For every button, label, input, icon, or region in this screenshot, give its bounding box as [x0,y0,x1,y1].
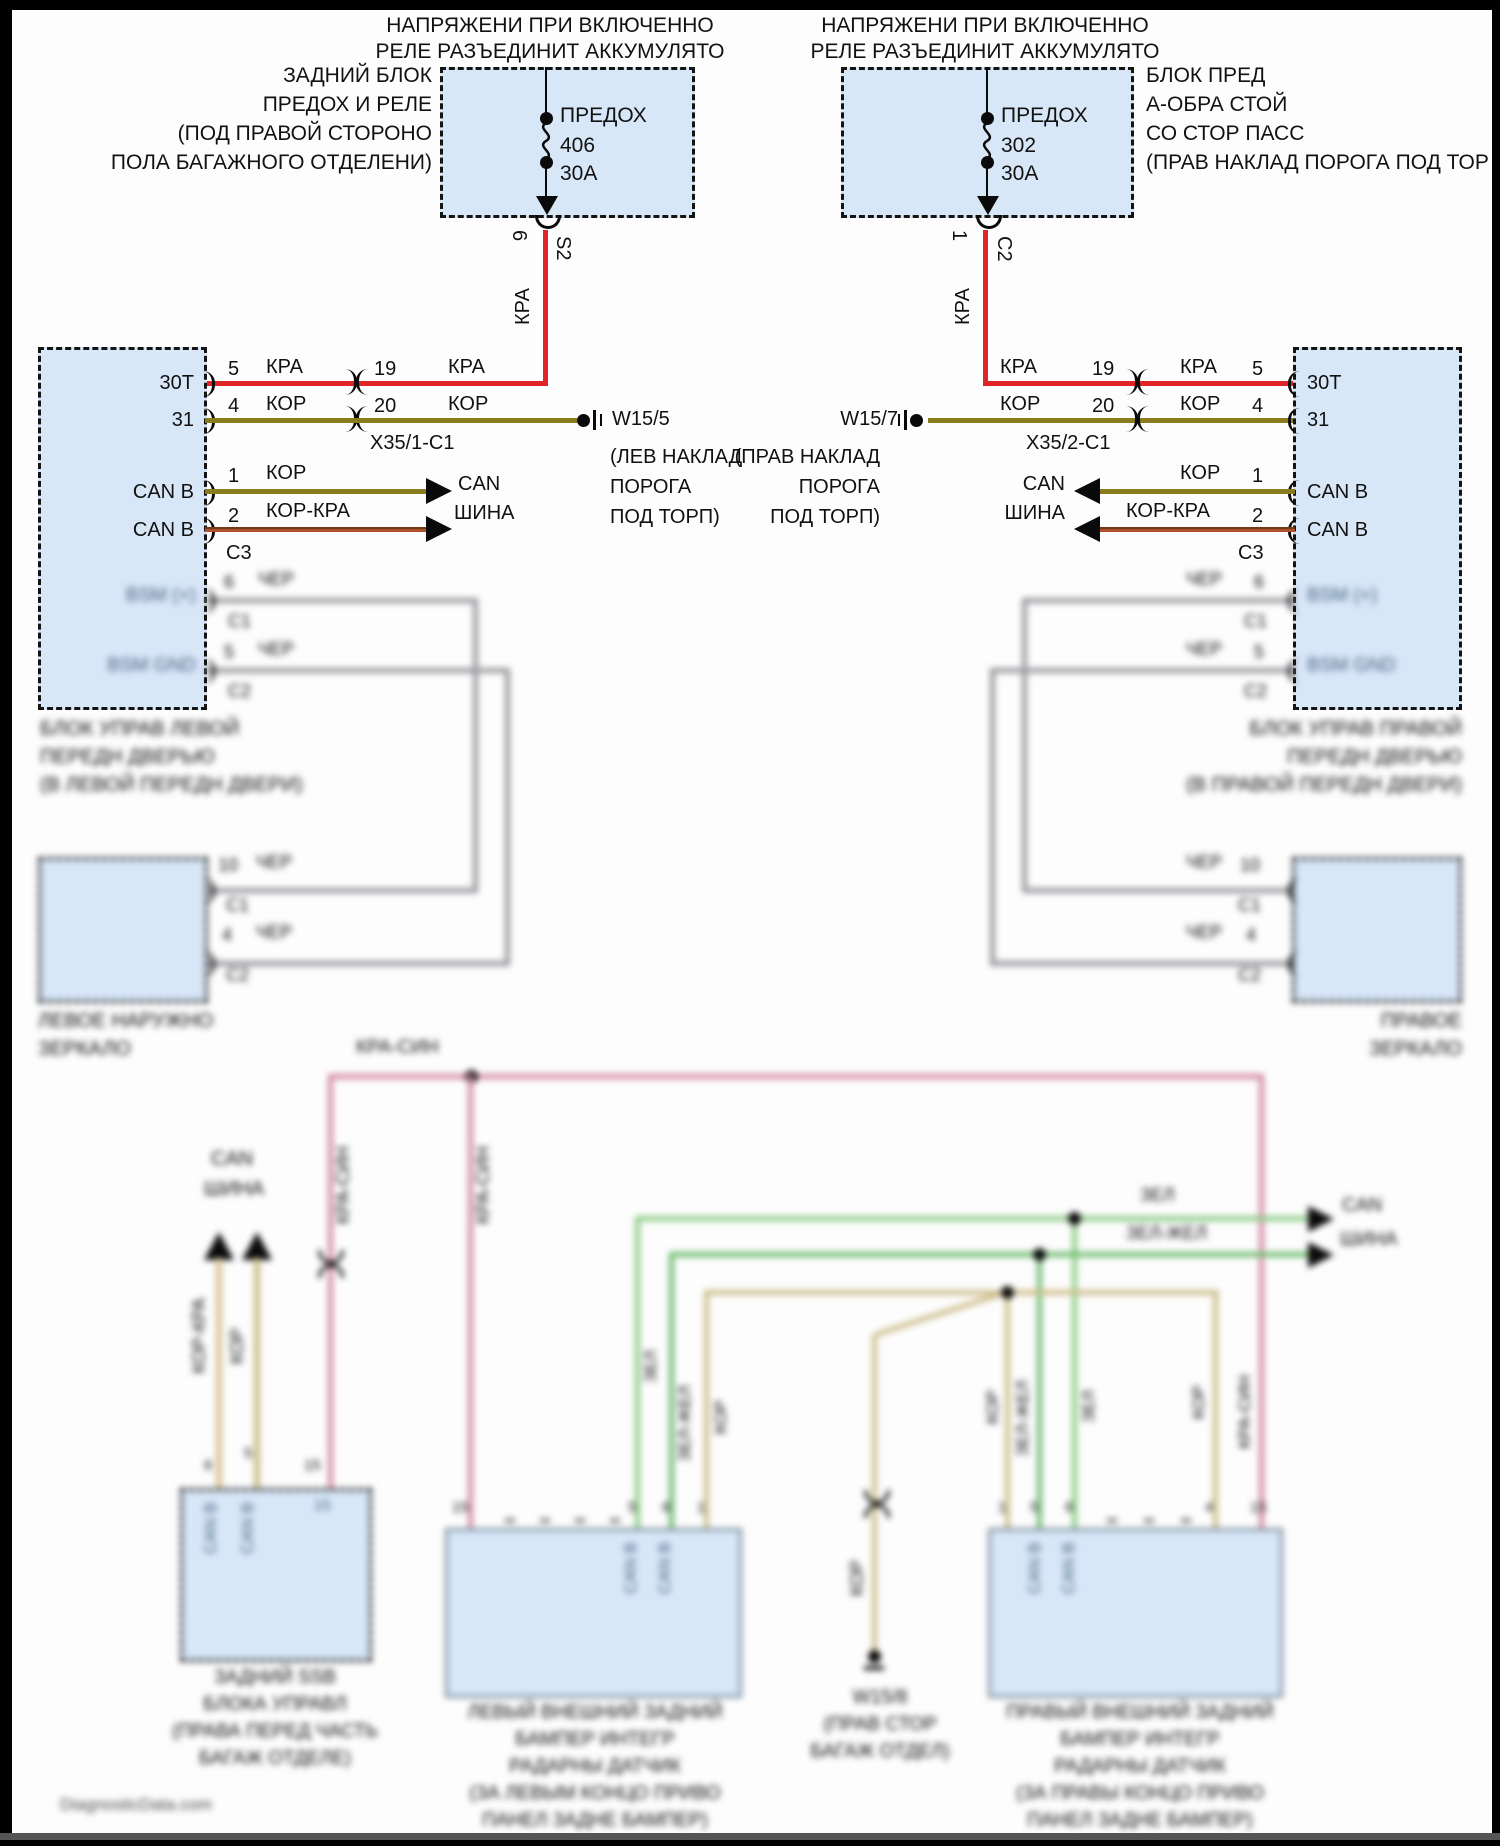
pin-stub [1107,1518,1117,1523]
wire-label-kra: КРА [448,356,485,378]
module-right-pin-bsm-gnd: BSM GND [1307,655,1396,676]
wire-label-cher: ЧЕР [1186,639,1223,659]
pin-bracket-icon [203,878,215,904]
wire-label-cher: ЧЕР [258,569,295,589]
frame-bottom-grey [0,1833,1500,1840]
pin-number: 6 [662,1499,671,1516]
header-left-line1: НАПРЯЖЕНИ ПРИ ВКЛЮЧЕННО [386,14,714,37]
connector-label-c1: C1 [1238,895,1262,915]
pin-number: 4 [228,395,240,417]
pin-number: 20 [374,395,397,417]
pin-bracket-icon [1288,588,1300,614]
pin-number: 20 [1092,395,1115,417]
wire-cher-left-2 [505,668,510,966]
header-right-line2: РЕЛЕ РАЗЪЕДИНИТ АККУМУЛЯТО [810,40,1160,63]
pin-number: 6 [224,572,235,592]
wire-cher-right-2 [990,668,995,966]
wire-cher-right-1 [1022,888,1295,893]
inline-connector-icon [864,1490,890,1504]
wire-cher-right-2 [990,668,1295,673]
bus-label-kra-sin: КРА-СИН [356,1037,439,1058]
pin-number: 15 [304,1457,321,1474]
can-bus-arrow-icon [1308,1206,1334,1232]
inline-connector-icon [318,1264,344,1278]
wire-label-zel: ЗЕЛ [1140,1185,1175,1205]
pin-bracket-icon [203,951,215,977]
radar-right-caption: БАМПЕР ИНТЕГР [1060,1729,1220,1750]
radar-left-caption: (ЗА ЛЕВЫМ КОНЦО ПРИВО [469,1783,721,1804]
wire-label-kra: КРА [1180,356,1217,378]
wire-label-zel: ЗЕЛ [641,1350,660,1383]
inline-connector-icon [318,1250,344,1264]
module-right-pin-bsm-plus: BSM (+) [1307,585,1378,606]
radar-right-caption: РАДАРНЫ ДАТЧИК [1054,1756,1226,1777]
connector-label-c2: C2 [226,965,250,985]
wire-label-kra-sin: КРА-СИН [473,1146,493,1225]
module-left-pin-canb2: CAN B [132,519,194,541]
can-bus-arrow-icon [1308,1242,1334,1268]
module-right-pin-canb1: CAN B [1307,481,1369,503]
wire-kor-vertical-left [704,1290,709,1530]
ssb-pin-canb: CAN B [238,1502,257,1554]
pin-number: 4 [1246,925,1257,945]
ground-left-location: ПОД ТОРП) [610,506,720,528]
wire-label-kor: КОР [711,1400,730,1435]
ground-dot [868,1650,881,1663]
wire-kor-bottom [254,1258,260,1490]
pin-number: 1 [998,1499,1007,1516]
pin-bracket-icon [203,588,215,614]
wire-label-cher: ЧЕР [1186,852,1223,872]
pin-number: 15 [1250,1499,1267,1516]
connector-label-c2: C2 [1238,965,1262,985]
pin-number: 19 [374,358,397,380]
ssb-caption: (ПРАВА ПЕРЕД ЧАСТЬ [172,1721,378,1742]
pin-number: 5 [244,1445,253,1462]
header-right-line1: НАПРЯЖЕНИ ПРИ ВКЛЮЧЕННО [821,14,1149,37]
can-bus-label: ШИНА [454,502,515,524]
pin-number: 5 [1254,642,1265,662]
wire-zel-vertical-drop [1072,1216,1077,1530]
pin-number: 10 [218,855,239,875]
pin-number: 5 [228,358,240,380]
fuse-box-left-label: ПОЛА БАГАЖНОГО ОТДЕЛЕНИ) [110,151,432,174]
pin-number: 5 [1252,358,1264,380]
radar-right-caption: (ЗА ПРАВЫ КОНЦО ПРИВО [1015,1783,1265,1804]
module-right-pin-31: 31 [1307,409,1330,431]
radar-left-box [445,1528,742,1698]
frame-top [0,0,1500,10]
bus-kra-sin-vertical-b [468,1074,473,1530]
module-left-caption: (В ЛЕВОЙ ПЕРЕДН ДВЕРИ) [40,774,303,796]
ground-right-name: W15/7 [840,408,898,430]
module-left-pin-30t: 30Т [159,372,194,394]
wire-cher-right-1 [1022,598,1295,603]
ground-bottom-name: W15/8 [852,1687,908,1708]
pin-number: 1 [1252,465,1264,487]
wire-cher-left-1 [473,598,478,893]
can-bus-arrow-icon [242,1232,272,1260]
wire-label-kra: КРА [266,356,303,378]
module-left-caption: ПЕРЕДН ДВЕРЬЮ [40,746,215,768]
pin-number: 1 [228,465,240,487]
wire-label-kor: КОР [448,393,489,415]
module-right-caption: ПЕРЕДН ДВЕРЬЮ [1287,746,1462,768]
pin-number: 5 [224,642,235,662]
ground-right-location: ПОРОГА [798,476,880,498]
wire-label-kor: КОР [227,1328,247,1365]
ground-bottom-location: БАГАЖ ОТДЕЛ) [810,1741,950,1762]
bus-kra-sin-vertical-a [328,1074,333,1492]
radar-pin-canb: CAN B [621,1542,640,1594]
wire-label-kor-kra: КОР-КРА [189,1298,209,1374]
connector-name-x35-1: X35/1-C1 [370,432,455,454]
pin-number: 6 [204,1457,213,1474]
pin-number: 6 [1065,1499,1074,1516]
pin-number: 1 [697,1499,706,1516]
watermark: DiagnosticData.com [60,1795,213,1814]
can-bus-arrow-icon [204,1232,234,1260]
mirror-right-caption: ПРАВОЕ [1380,1010,1462,1032]
radar-pin-canb: CAN B [1059,1542,1078,1594]
pin-bracket-icon [203,658,215,684]
wire-kor-vertical-right [1213,1290,1218,1530]
ground-left-location: ПОРОГА [610,476,692,498]
frame-left [0,0,12,1846]
pin-bracket-icon [1288,658,1300,684]
wire-cher-right-1 [1022,598,1027,893]
wire-cher-left-2 [205,668,510,673]
mirror-left-caption: ЛЕВОЕ НАРУЖНО [38,1010,214,1032]
junction-dot [1001,1286,1014,1299]
wire-label-cher: ЧЕР [258,639,295,659]
pin-stub [1181,1518,1191,1523]
fuse-right-number: 302 [1001,134,1037,157]
fuse-box-right-label: А-ОБРА СТОЙ [1146,93,1288,116]
ground-left-location: (ЛЕВ НАКЛАД [610,446,743,468]
radar-right-caption: ПАНЕЛ ЗАДНЕ БАМПЕР) [1027,1810,1253,1831]
ssb-caption: БЛОКА УПРАВЛ [203,1694,347,1715]
radar-left-caption: РАДАРНЫ ДАТЧИК [509,1756,681,1777]
pin-number: 4 [1205,1499,1214,1516]
wire-label-kor: КОР [1180,393,1221,415]
wire-label-kra-sin: КРА-СИН [1235,1375,1254,1449]
pin-number: 5 [1030,1499,1039,1516]
fuse-left-connector: S2 [552,236,574,261]
connector-label-c3: С3 [226,542,252,564]
module-left-caption: БЛОК УПРАВ ЛЕВОЙ [40,718,240,740]
pin-stub [1144,1518,1154,1523]
connector-label-c2: C2 [1244,681,1268,701]
fuse-box-left-label: (ПОД ПРАВОЙ СТОРОНО [177,122,432,145]
mirror-right-box [1292,857,1462,1003]
can-bus-label: CAN [1022,473,1065,495]
connector-label-c1: C1 [1244,611,1268,631]
module-left-pin-bsm-plus: BSM (+) [125,585,196,606]
wire-label-zel-zhel: ЗЕЛ-ЖЕЛ [675,1385,694,1462]
fuse-box-left-label: ЗАДНИЙ БЛОК [283,64,432,87]
module-left-pin-canb1: CAN B [132,481,194,503]
wire-zel-horizontal [635,1216,1311,1221]
pin-stub [610,1518,620,1523]
mirror-left-box [38,857,208,1003]
wire-label-cher: ЧЕР [256,922,293,942]
connector-label-c1: C1 [226,895,250,915]
wire-kor-vertical-drop [1005,1290,1010,1530]
can-bus-label: ШИНА [203,1178,265,1200]
fuse-left-pin: 6 [508,230,530,242]
radar-left-caption: ПАНЕЛ ЗАДНЕ БАМПЕР) [482,1810,708,1831]
pin-bracket-icon [1288,878,1300,904]
module-left-pin-bsm-gnd: BSM GND [107,655,196,676]
ssb-caption: ЗАДНИЙ SSB [214,1667,336,1688]
junction-dot [1033,1248,1046,1261]
wire-zel-vertical-left [635,1216,640,1530]
module-right-caption: (В ПРАВОЙ ПЕРЕДН ДВЕРИ) [1186,774,1462,796]
pin-bracket-icon [1288,951,1300,977]
connector-label-c2: C2 [228,681,252,701]
wire-kor-kra-bottom [216,1258,222,1490]
pin-number: 10 [1240,855,1261,875]
can-bus-label: ШИНА [1340,1229,1398,1250]
wire-label-kor: КОР [266,462,307,484]
can-bus-label: CAN [1342,1195,1383,1216]
fuse-right-connector: C2 [993,236,1015,262]
radar-left-caption: ЛЕВЫЙ ВНЕШНИЙ ЗАДНИЙ [467,1702,723,1723]
fuse-right-pin: 1 [948,230,970,242]
frame-right [1492,0,1500,1846]
ground-bottom-location: (ПРАВ СТОР [823,1714,937,1735]
wire-cher-left-1 [205,598,478,603]
mirror-right-caption: ЗЕРКАЛО [1369,1038,1462,1060]
wire-label-cher: ЧЕР [256,852,293,872]
junction-dot [1068,1212,1081,1225]
pin-number: 5 [628,1499,637,1516]
wire-label-zel: ЗЕЛ [1079,1390,1098,1423]
wire-zel-zhel-horizontal [669,1252,1311,1257]
ground-right-location: ПОД ТОРП) [770,506,880,528]
module-right-caption: БЛОК УПРАВ ПРАВОЙ [1249,718,1462,740]
pin-number: 2 [1252,505,1264,527]
wire-cher-left-2 [205,961,510,966]
frame-bottom [0,1840,1500,1846]
radar-pin-canb: CAN B [1025,1542,1044,1594]
module-right-pin-30t: 30Т [1307,372,1342,394]
mirror-left-caption: ЗЕРКАЛО [38,1038,131,1060]
fuse-right-name: ПРЕДОХ [1001,104,1088,127]
can-bus-label: ШИНА [1004,502,1065,524]
wire-label-kor: КОР [847,1560,867,1597]
fuse-box-right-label: БЛОК ПРЕД [1146,64,1266,87]
pin-stub [505,1518,515,1523]
can-bus-label: CAN [458,473,501,495]
module-right-pin-canb2: CAN B [1307,519,1369,541]
pin-stub [575,1518,585,1523]
wire-label-kra: КРА [952,288,974,325]
fuse-box-right-label: (ПРАВ НАКЛАД ПОРОГА ПОД ТОР [1146,151,1489,174]
wire-label-kor: КОР [1180,462,1221,484]
wire-label-kor: КОР [1000,393,1041,415]
wire-label-kor: КОР [1189,1385,1208,1420]
ground-right-location: (ПРАВ НАКЛАД [734,446,880,468]
wire-label-kor-kra: КОР-КРА [1126,500,1210,522]
pin-stub [540,1518,550,1523]
wire-label-zel-zhel: ЗЕЛ-ЖЕЛ [1126,1223,1208,1243]
wire-label-kor: КОР [983,1390,1002,1425]
ground-symbol [864,1666,884,1670]
pin-number: 19 [1092,358,1115,380]
pin-number: 2 [228,505,240,527]
fuse-box-right-label: СО СТОР ПАСС [1146,122,1305,145]
fuse-right-amps: 30А [1001,162,1039,185]
wire-label-cher: ЧЕР [1186,569,1223,589]
pin-number: 6 [1254,572,1265,592]
wire-label-kra-sin: КРА-СИН [333,1146,353,1225]
wire-zel-zhel-vertical-left [669,1252,674,1530]
wire-kor-diagonal [875,1291,1002,1337]
can-bus-label: CAN [210,1148,254,1170]
ssb-caption: БАГАЖ ОТДЕЛЕ) [199,1748,351,1769]
radar-left-caption: БАМПЕР ИНТЕГР [515,1729,675,1750]
radar-pin-canb: CAN B [655,1542,674,1594]
wire-label-cher: ЧЕР [1186,922,1223,942]
connector-label-c1: C1 [228,611,252,631]
inline-connector-icon [864,1504,890,1518]
ground-left-name: W15/5 [612,408,670,430]
pin-number: 15 [452,1499,469,1516]
fuse-left-number: 406 [560,134,596,157]
wire-kor-horizontal [704,1290,1219,1295]
connector-label-c3: С3 [1238,542,1264,564]
fuse-left-name: ПРЕДОХ [560,104,647,127]
wire-label-kor: КОР [266,393,307,415]
radar-right-caption: ПРАВЫЙ ВНЕШНИЙ ЗАДНИЙ [1006,1702,1274,1723]
header-left-line2: РЕЛЕ РАЗЪЕДИНИТ АККУМУЛЯТО [375,40,725,63]
bus-kra-sin-vertical-right [1259,1074,1264,1530]
fuse-box-left-label: ПРЕДОХ И РЕЛЕ [262,93,432,116]
wire-cher-left-1 [205,888,478,893]
ssb-pin-canb: CAN B [201,1502,220,1554]
module-left-pin-31: 31 [171,409,194,431]
wire-label-kra: КРА [512,288,534,325]
pin-number: 4 [222,925,233,945]
wire-label-zel-zhel: ЗЕЛ-ЖЕЛ [1013,1380,1032,1457]
pin-number: 4 [1252,395,1264,417]
wire-label-kra: КРА [1000,356,1037,378]
wire-label-kor-kra: КОР-КРА [266,500,350,522]
connector-name-x35-2: X35/2-C1 [1026,432,1111,454]
ssb-pin-15: 15 [314,1497,331,1514]
fuse-left-amps: 30А [560,162,598,185]
